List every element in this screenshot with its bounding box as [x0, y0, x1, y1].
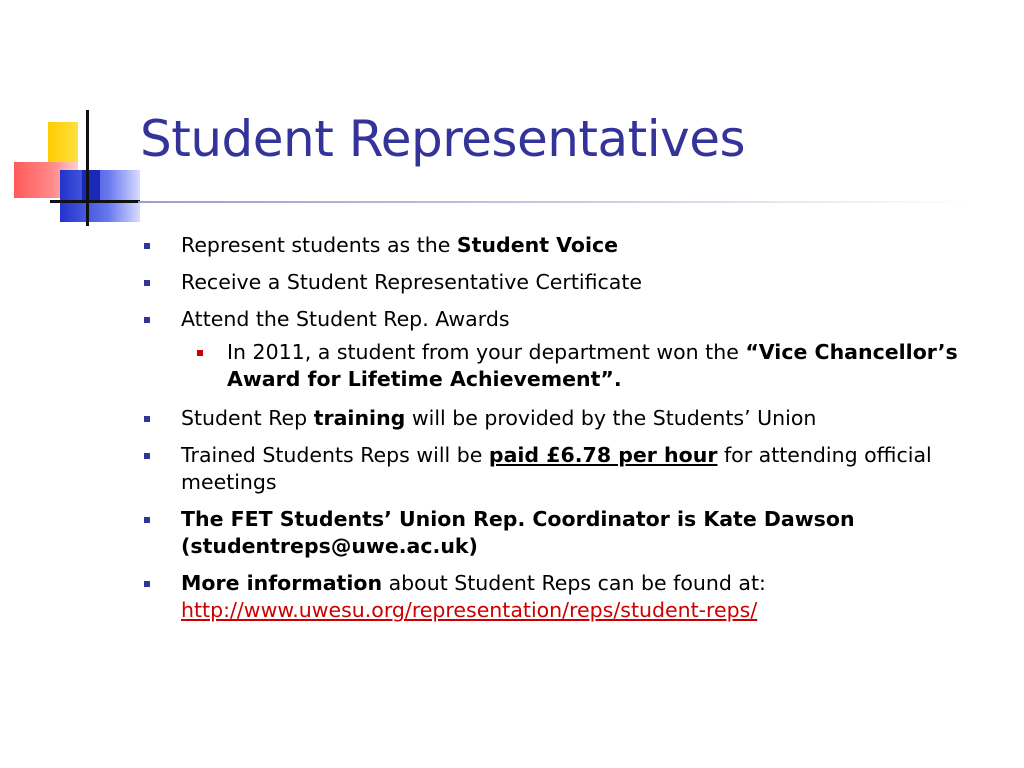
bullet-text: Receive a Student Representative Certificate — [181, 270, 642, 294]
slide-title: Student Representatives — [140, 110, 746, 168]
bullet-item — [140, 232, 960, 259]
title-divider — [138, 201, 968, 203]
bullet-item — [140, 506, 960, 560]
sub-bullet-list — [181, 339, 960, 393]
bullet-text: Trained Students Reps will be — [181, 443, 489, 467]
bullet-item — [140, 442, 960, 496]
bullet-text-after: for attending official meetings — [181, 443, 932, 494]
bullet-text: Represent students as the — [181, 233, 457, 257]
bullet-text-after: about Student Reps can be found at: — [382, 571, 766, 595]
coordinator-text: The FET Students’ Union Rep. Coordinator is Kate Dawson (studentreps@uwe.ac.uk) — [181, 507, 855, 558]
bullet-item — [140, 570, 960, 624]
bullet-item — [140, 269, 960, 296]
square-bullet-icon — [144, 243, 150, 249]
sub-bullet-text: In 2011, a student from your department won the — [227, 340, 746, 364]
pay-rate-text: paid £6.78 per hour — [488, 443, 718, 467]
horizontal-line — [50, 200, 140, 203]
square-bullet-icon — [144, 317, 150, 323]
bullet-text: Attend the Student Rep. Awards — [181, 307, 510, 331]
square-bullet-icon — [144, 416, 150, 422]
yellow-square — [48, 122, 78, 162]
square-bullet-icon — [144, 453, 150, 459]
bullet-text-after: will be provided by the Students’ Union — [405, 406, 817, 430]
bullet-bold-text: Student Voice — [456, 233, 619, 257]
dark-blue-square — [82, 170, 100, 200]
bullet-item — [140, 306, 960, 393]
square-bullet-icon — [144, 581, 150, 587]
bullet-text: Student Rep — [181, 406, 314, 430]
sub-bullet-bold-text: “Vice Chancellor’s Award for Lifetime Achievement”. — [227, 340, 958, 391]
student-reps-link[interactable]: http://www.uwesu.org/representation/reps/student-reps/ — [181, 598, 758, 622]
square-bullet-icon — [144, 280, 150, 286]
blue-square — [60, 170, 140, 222]
decorative-squares-logo-icon — [0, 0, 160, 240]
bullet-bold-text: More information — [181, 571, 383, 595]
sub-bullet-item — [181, 339, 960, 393]
bullet-item — [140, 405, 960, 432]
square-bullet-icon — [197, 350, 203, 356]
bullet-list — [140, 232, 960, 634]
vertical-line — [86, 110, 89, 226]
bullet-bold-text: training — [313, 406, 406, 430]
square-bullet-icon — [144, 517, 150, 523]
